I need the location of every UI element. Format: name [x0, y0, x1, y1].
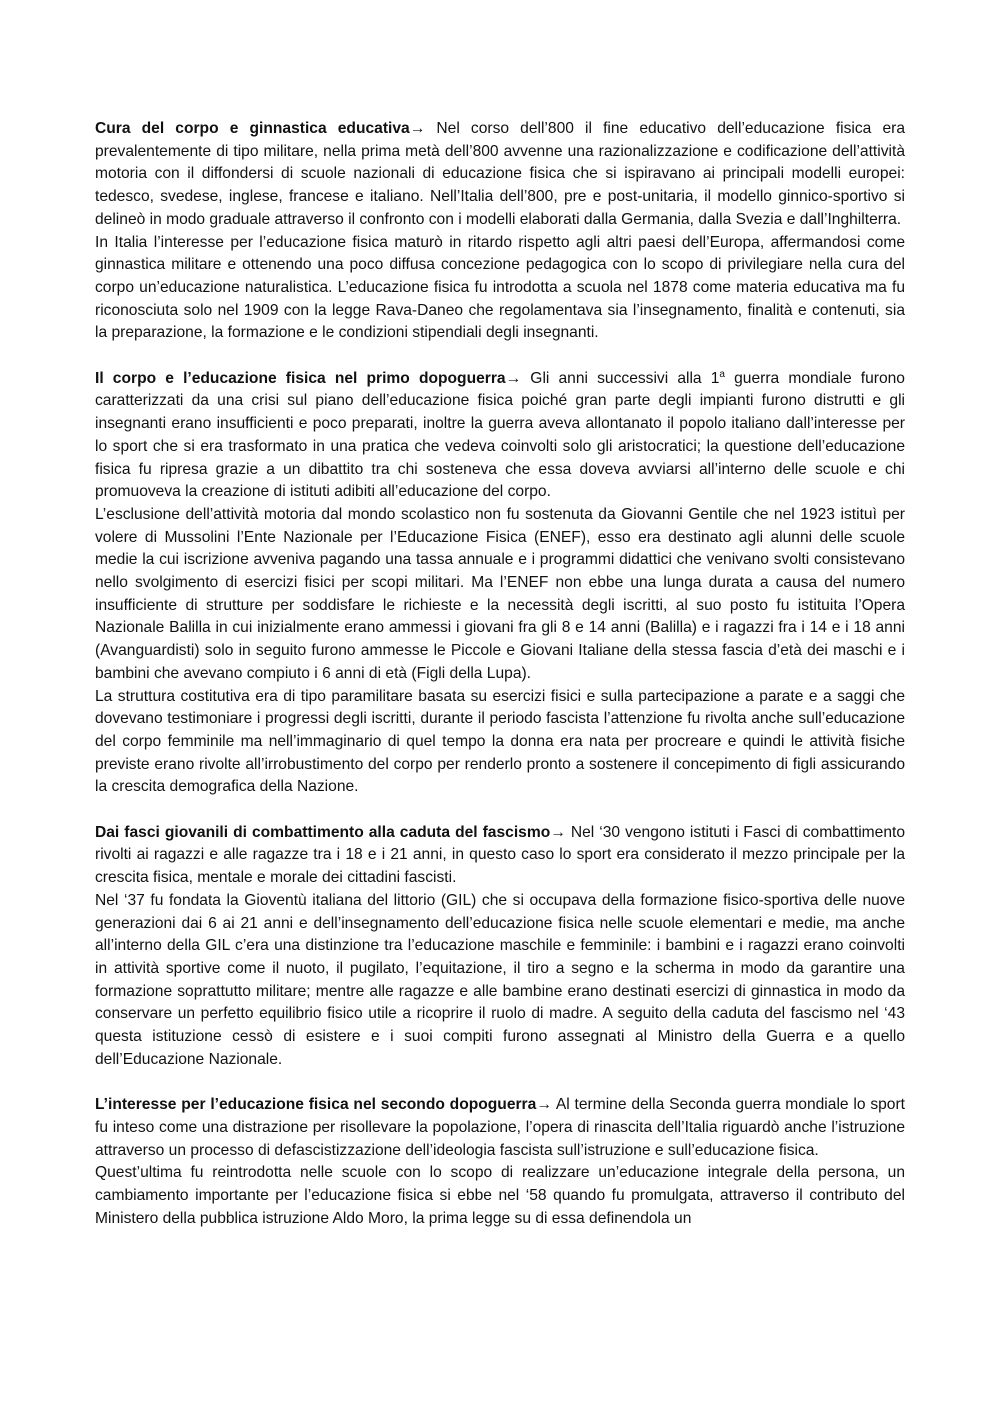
section-2-heading: Il corpo e l’educazione fisica nel primo dopoguerra: [95, 369, 506, 387]
section-1-intro-paragraph: [95, 118, 905, 232]
section-4-intro-text: Al termine della Seconda guerra mondiale lo sport fu inteso come una distrazione per risollevare la popolazione, l’opera di rinascita dell’Italia riguardò anche l’istruzione attraverso un processo di defascistizzazione dell’ideologia fascista sull’istruzione e sull’educazione fisica.: [95, 1096, 905, 1159]
section-2-intro-text: guerra mondiale furono caratterizzati da una crisi sul piano dell’educazione fisica poiché gran parte degli impianti furono distrutti e gli insegnanti erano insufficienti e poco preparati, inoltre la guerra aveva allontanato il popolo italiano dall’interesse per lo sport che si era trasformato in una pratica che vedeva coinvolti solo gli aristocratici; la questione dell’educazione fisica fu ripresa grazie a un dibattito tra chi sosteneva che essa doveva avviarsi all’interno delle scuole e chi promuoveva la creazione di istituti adibiti all’educazione del corpo.: [95, 369, 905, 501]
section-1-heading: Cura del corpo e ginnastica educativa: [95, 120, 410, 137]
section-3-intro-text: Nel ‘30 vengono istituti i Fasci di combattimento rivolti ai ragazzi e alle ragazze tra i 18 e i 21 anni, in questo caso lo sport era considerato il mezzo principale per la crescita fisica, mentale e morale dei cittadini fascisti.: [95, 823, 905, 887]
arrow-icon: →: [505, 369, 522, 387]
arrow-icon: →: [550, 823, 566, 841]
section-3-intro-paragraph: [95, 822, 905, 890]
section-4-intro-paragraph: [95, 1094, 905, 1162]
section-4-paragraph-1: Quest’ultima fu reintrodotta nelle scuole con lo scopo di realizzare un’educazione integrale della persona, un cambiamento importante per l’educazione fisica si ebbe nel ‘58 quando fu promulgata, attraverso il contributo del Ministero della pubblica istruzione Aldo Moro, la prima legge su di essa definendola un: [95, 1164, 905, 1227]
section-4-heading: L’interesse per l’educazione fisica nel secondo dopoguerra: [95, 1096, 537, 1114]
arrow-icon: →: [409, 120, 426, 137]
section-1-paragraph-1: In Italia l’interesse per l’educazione fisica maturò in ritardo rispetto agli altri paesi dell’Europa, affermandosi come ginnastica militare e ottenendo una poco diffusa concezione pedagogica con lo scopo di privilegiare nella cura del corpo un’educazione naturalistica. L’educazione fisica fu introdotta a scuola nel 1878 come materia educativa ma fu riconosciuta solo nel 1909 con la legge Rava-Daneo che regolamentava sia l’insegnamento, finalità e contenuti, sia la preparazione, la formazione e le condizioni stipendiali degli insegnanti.: [95, 233, 905, 342]
section-2-paragraph-1: L’esclusione dell’attività motoria dal mondo scolastico non fu sostenuta da Giovanni Gentile che nel 1923 istituì per volere di Mussolini l’Ente Nazionale per l’Educazione Fisica (ENEF), esso era destinato agli alunni delle scuole medie la cui iscrizione avveniva pagando una tassa annuale e i programmi didattici che venivano svolti consistevano nello svolgimento di esercizi fisici per scopi militari. Ma l’ENEF non ebbe una lunga durata a causa del numero insufficiente di strutture per soddisfare le richieste e la necessità degli iscritti, al suo posto fu istituita l’Opera Nazionale Balilla in cui inizialmente erano ammessi i giovani fra gli 8 e 14 anni (Balilla) e i ragazzi fra i 14 e i 18 anni (Avanguardisti) solo in seguito furono ammesse le Piccole e Giovani Italiane della stessa fascia d’età dei maschi e i bambini che avevano compiuto i 6 anni di età (Figli della Lupa).: [95, 505, 905, 682]
section-2-paragraph-2: La struttura costitutiva era di tipo paramilitare basata su esercizi fisici e sulla partecipazione a parate e a saggi che dovevano testimoniare i progressi degli iscritti, durante il periodo fascista l’attenzione fu rivolta anche sull’educazione del corpo femminile ma nell’immaginario di quel tempo la donna era nata per procreare e quindi le attività fisiche previste erano rivolte all’irrobustimento del corpo per renderlo pronto a sostenere il concepimento di figli assicurando la crescita demografica della Nazione.: [95, 687, 905, 796]
section-1-intro-text: Nel corso dell’800 il fine educativo dell’educazione fisica era prevalentemente di tipo militare, nella prima metà dell’800 avvenne una razionalizzazione e codificazione dell’attività motoria con il diffondersi di scuole nazionali di educazione fisica che si ispiravano ai principali modelli europei: tedesco, svedese, inglese, francese e italiano. Nell’Italia dell’800, pre e post-unitaria, il modello ginnico-sportivo si delineò in modo graduale attraverso il confronto con i modelli elaborati dalla Germania, dalla Svezia e dall’Inghilterra.: [95, 120, 905, 228]
section-3-heading: Dai fasci giovanili di combattimento alla caduta del fascismo: [95, 823, 551, 841]
paragraph-spacer: [95, 799, 905, 822]
ordinal-superscript: a: [719, 368, 725, 380]
paragraph-spacer: [95, 345, 905, 368]
paragraph-spacer: [95, 1072, 905, 1095]
section-2-intro-paragraph: [95, 368, 905, 504]
section-2-intro-start: Gli anni successivi alla 1: [521, 369, 720, 387]
section-3-paragraph-1: Nel ‘37 fu fondata la Gioventù italiana del littorio (GIL) che si occupava della formazione fisico-sportiva delle nuove generazioni dai 6 ai 21 anni e dell’insegnamento dell’educazione fisica nelle scuole elementari e medie, ma anche all’interno della GIL c’era una distinzione tra l’educazione maschile e femminile: i bambini e i ragazzi erano coinvolti in attività sportive come il nuoto, il pugilato, l’equitazione, il tiro a segno e la scherma in modo da garantire una formazione soprattutto militare; mentre alle ragazze e alle bambine erano destinati esercizi di ginnastica in modo da conservare un perfetto equilibrio fisico utile a ricoprire il ruolo di madre. A seguito della caduta del fascismo nel ‘43 questa istituzione cessò di esistere e i suoi compiti furono assegnati al Ministro della Guerra e a quello dell’Educazione Nazionale.: [95, 891, 905, 1068]
arrow-icon: →: [536, 1096, 552, 1114]
